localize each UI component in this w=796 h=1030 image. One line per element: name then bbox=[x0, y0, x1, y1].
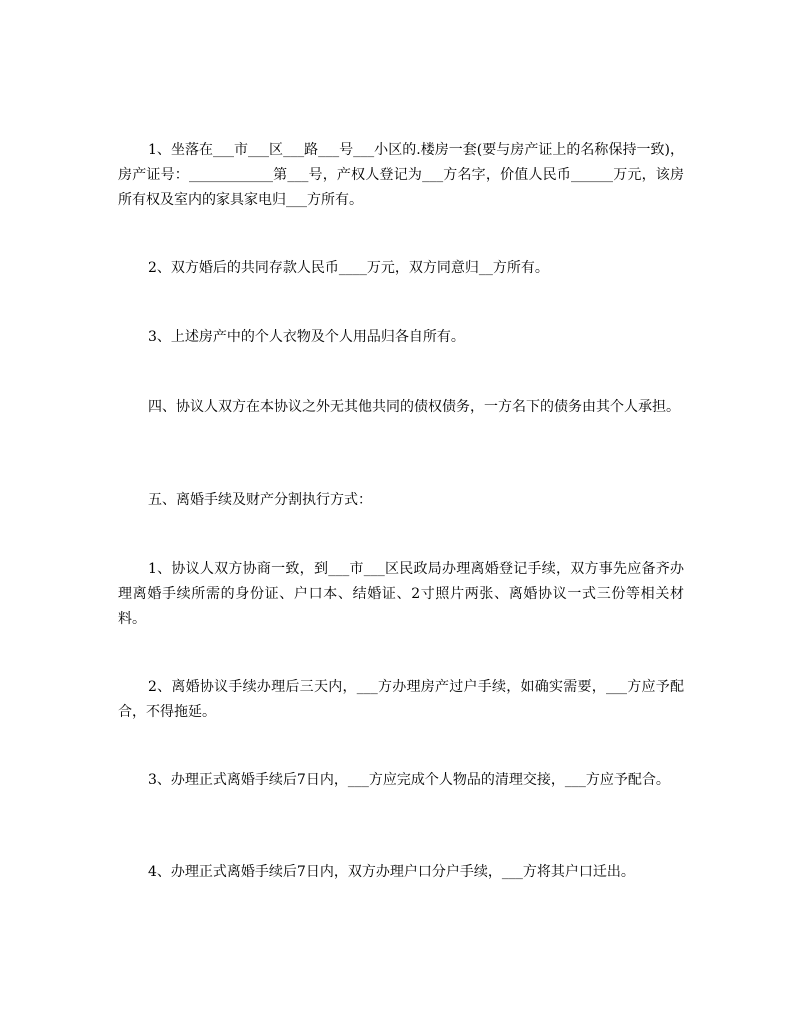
paragraph-section-five-heading: 五、离婚手续及财产分割执行方式： bbox=[148, 492, 372, 508]
paragraph-personal-items: 3、上述房产中的个人衣物及个人用品归各自所有。 bbox=[148, 329, 465, 345]
paragraph-divorce-registration: 1、协议人双方协商一致，到___市___区民政局办理离婚登记手续，双方事先应备齐办理离婚手续所需的身份证、户口本、结婚证、2寸照片两张、离婚协议一式三份等相关材料。 bbox=[118, 561, 684, 627]
paragraph-joint-savings: 2、双方婚后的共同存款人民币____万元，双方同意归__方所有。 bbox=[148, 260, 549, 276]
paragraph-belongings-handover: 3、办理正式离婚手续后7日内，___方应完成个人物品的清理交接，___方应予配合。 bbox=[148, 772, 670, 788]
paragraph-property-house: 1、坐落在___市___区___路___号___小区的.楼房一套(要与房产证上的名称保持一致)，房产证号：____________第___号，产权人登记为___方名字，价值人民币______万元，该房所有权及室内的家具家电归___方所有。 bbox=[118, 142, 684, 208]
paragraph-section-four-debts: 四、协议人双方在本协议之外无其他共同的债权债务，一方名下的债务由其个人承担。 bbox=[148, 399, 680, 415]
paragraph-household-registration: 4、办理正式离婚手续后7日内，双方办理户口分户手续，___方将其户口迁出。 bbox=[148, 864, 635, 880]
paragraph-property-transfer: 2、离婚协议手续办理后三天内，___方办理房产过户手续，如确实需要，___方应予配合，不得拖延。 bbox=[118, 679, 684, 720]
